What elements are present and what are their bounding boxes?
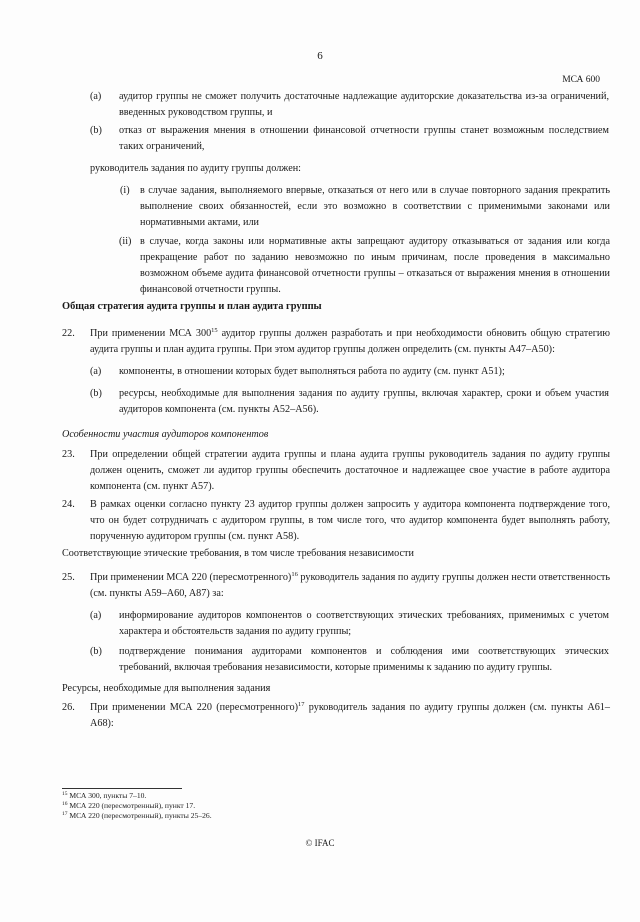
para-24-number: 24. bbox=[62, 499, 75, 510]
page-footer: © IFAC bbox=[305, 838, 335, 848]
standard-reference: МСА 600 bbox=[562, 75, 600, 85]
para-25-number: 25. bbox=[62, 572, 75, 583]
item-i-text: в случае задания, выполняемого впервые, отказаться от него или в случае повторного задания прекратить выполнение своих обязанностей, если это возможно в соответствии с применимыми законами или нормативными актами, или bbox=[140, 185, 610, 228]
footnote-divider bbox=[62, 788, 182, 789]
item-i-label: (i) bbox=[120, 185, 130, 196]
para-23-number: 23. bbox=[62, 449, 75, 460]
footnote-16: $^{16}$ МСА 220 (пересмотренный), пункт 17. bbox=[62, 801, 196, 810]
para-22a-text: компоненты, в отношении которых будет выполняться работа по аудиту (см. пункт A51); bbox=[119, 366, 505, 377]
footnote-ref-16: 16 bbox=[291, 571, 298, 578]
item-a-text: аудитор группы не сможет получить достаточные надлежащие аудиторские доказательства из-за ограничений, введенных руководством группы, и bbox=[119, 91, 609, 118]
item-a-label: (a) bbox=[90, 91, 102, 102]
para-22b-text: ресурсы, необходимые для выполнения задания по аудиту группы, включая характер, сроки и объем участия аудиторов компонента (см. пункты A52–A56). bbox=[119, 388, 609, 415]
para-26-text: При применении МСА 220 (пересмотренного)$^{17}$ руководитель задания по аудиту группы должен (см. пункты A61–A68): bbox=[90, 701, 610, 729]
item-ii-text: в случае, когда законы или нормативные акты запрещают аудитору отказываться от задания или когда прекращение работ по заданию невозможно по иным причинам, после проведения в максимально возможном объеме аудита финансовой отчетности группы – отказаться от выражения мнения в отношении финансовой отчетности группы. bbox=[140, 236, 610, 295]
lead-sentence: руководитель задания по аудиту группы должен: bbox=[90, 163, 301, 174]
para-22-text: При применении МСА $300^{15}$ аудитор группы должен разработать и при необходимости обновить общую стратегию аудита группы и план аудита группы. При этом аудитор группы должен определить (см. пункты A47–A50): bbox=[90, 327, 610, 355]
footnote-ref-15: 15 bbox=[211, 327, 218, 334]
footnote-ref-17: 17 bbox=[298, 701, 305, 708]
para-25a-label: (a) bbox=[90, 610, 102, 621]
para-23-text: При определении общей стратегии аудита группы и плана аудита группы руководитель задания по аудиту группы должен оценить, сможет ли аудитор группы обеспечить достаточное и надлежащее свое участие в работе аудитора компонента (см. пункт A57). bbox=[90, 449, 610, 492]
para-25b-label: (b) bbox=[90, 646, 102, 657]
footnote-15: $^{15}$ МСА 300, пункты 7–10. bbox=[62, 791, 147, 800]
section-heading-strategy: Общая стратегия аудита группы и план аудита группы bbox=[62, 301, 322, 312]
para-24-text: В рамках оценки согласно пункту 23 аудитор группы должен запросить у аудитора компонента подтверждение того, что он будет сотрудничать с аудитором группы, в том числе того, что аудитор компонента будет выполнять работу, порученную аудитором группы (см. пункт A58). bbox=[90, 499, 610, 542]
para-22a-label: (a) bbox=[90, 366, 102, 377]
footnote-17: $^{17}$ МСА 220 (пересмотренный), пункты 25–26. bbox=[62, 811, 212, 820]
section-heading-resources: Ресурсы, необходимые для выполнения задания bbox=[62, 683, 271, 694]
para-25a-text: информирование аудиторов компонентов о соответствующих этических требованиях, применимых с учетом характера и обстоятельств задания по аудиту группы; bbox=[119, 610, 609, 637]
para-22b-label: (b) bbox=[90, 388, 102, 399]
page-number: 6 bbox=[317, 50, 323, 62]
section-heading-ethics: Соответствующие этические требования, в том числе требования независимости bbox=[62, 548, 414, 559]
item-b-label: (b) bbox=[90, 125, 102, 136]
item-ii-label: (ii) bbox=[119, 236, 132, 247]
para-22-number: 22. bbox=[62, 328, 75, 339]
section-heading-component-auditors: Особенности участия аудиторов компонентов bbox=[62, 429, 269, 440]
para-25b-text: подтверждение понимания аудиторами компонентов и соблюдения ими соответствующих этических требований, включая требования независимости, которые применимы к заданию по аудиту группы. bbox=[119, 646, 609, 673]
para-25-text: При применении МСА 220 (пересмотренного)$^{16}$ руководитель задания по аудиту группы должен нести ответственность (см. пункты A59–A60, A87) за: bbox=[90, 571, 610, 599]
para-26-number: 26. bbox=[62, 702, 75, 713]
item-b-text: отказ от выражения мнения в отношении финансовой отчетности группы станет возможным последствием таких ограничений, bbox=[119, 125, 609, 152]
